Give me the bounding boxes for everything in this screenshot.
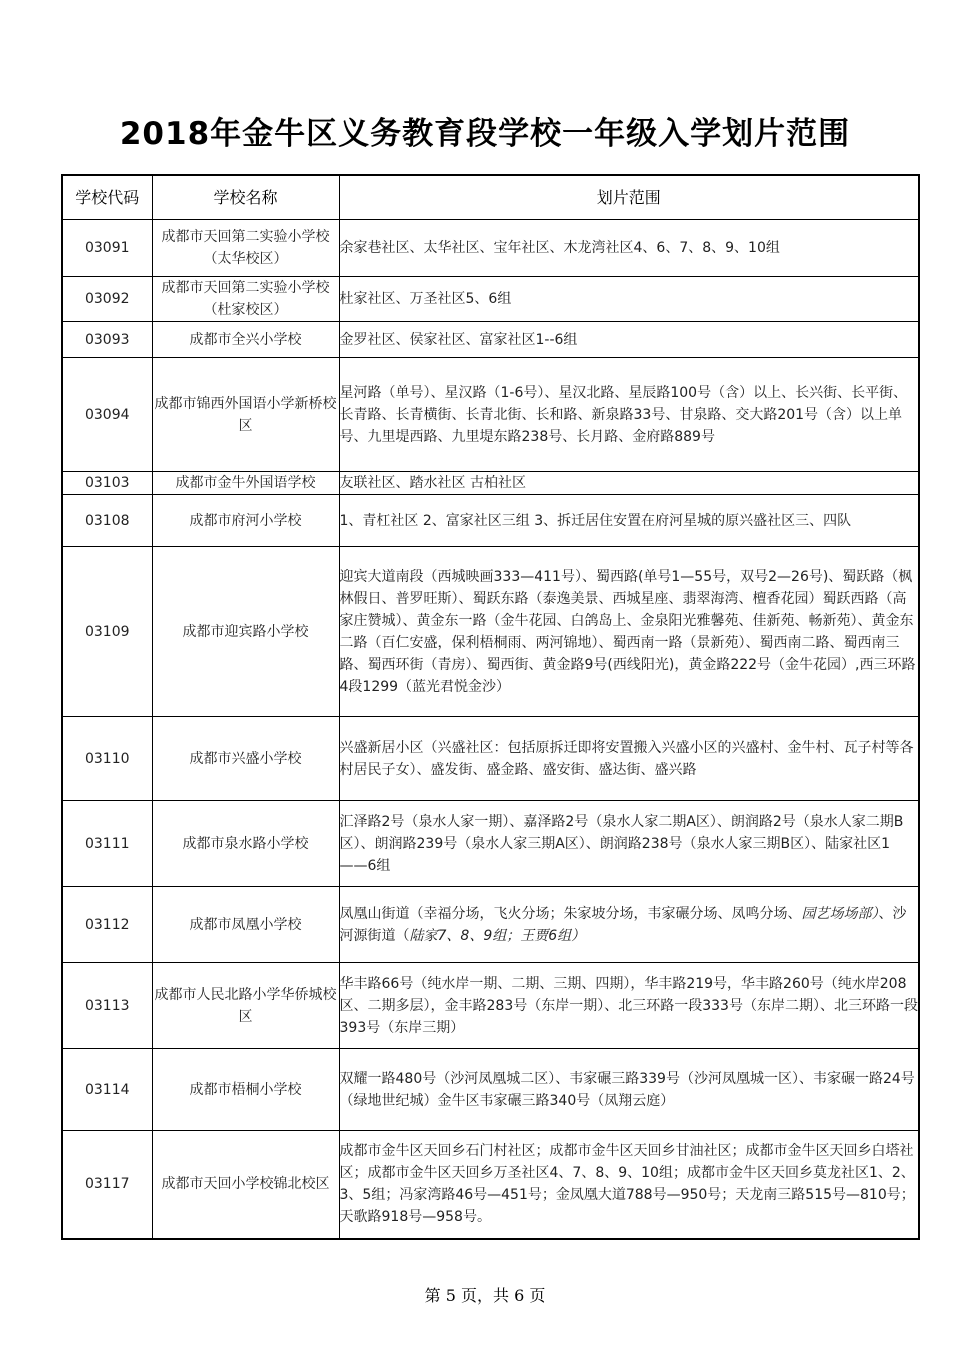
school-name: 成都市泉水路小学校 xyxy=(152,801,339,887)
table-row xyxy=(62,277,919,322)
table-row xyxy=(62,717,919,801)
table-row xyxy=(62,1131,919,1239)
school-code: 03092 xyxy=(62,277,152,322)
zone-range: 余家巷社区、太华社区、宝年社区、木龙湾社区4、6、7、8、9、10组 xyxy=(339,220,919,277)
zone-range: 成都市金牛区天回乡石门村社区；成都市金牛区天回乡甘油社区；成都市金牛区天回乡白塔社区；成都市金牛区天回乡万圣社区4、7、8、9、10组；成都市金牛区天回乡莫龙社区1、2、3、5组；冯家湾路46号—451号；金凤凰大道788号—950号；天龙南三路515号—810号；天歌路918号—958号。 xyxy=(339,1131,919,1239)
table-row xyxy=(62,547,919,717)
table-row xyxy=(62,220,919,277)
school-name: 成都市人民北路小学华侨城校区 xyxy=(152,963,339,1049)
table-row xyxy=(62,887,919,963)
school-code: 03103 xyxy=(62,472,152,495)
zone-range: 1、青杠社区 2、富家社区三组 3、拆迁居住安置在府河星城的原兴盛社区三、四队 xyxy=(339,495,919,547)
header-name: 学校名称 xyxy=(152,175,339,220)
school-code: 03112 xyxy=(62,887,152,963)
school-name: 成都市梧桐小学校 xyxy=(152,1049,339,1131)
zone-range: 汇泽路2号（泉水人家一期）、嘉泽路2号（泉水人家二期A区）、朗润路2号（泉水人家二期B区）、朗润路239号（泉水人家三期A区）、朗润路238号（泉水人家三期B区）、陆家社区1——6组 xyxy=(339,801,919,887)
table-row xyxy=(62,963,919,1049)
zone-range: 杜家社区、万圣社区5、6组 xyxy=(339,277,919,322)
school-name: 成都市兴盛小学校 xyxy=(152,717,339,801)
school-name: 成都市全兴小学校 xyxy=(152,322,339,358)
zone-range xyxy=(339,887,919,963)
school-name: 成都市天回第二实验小学校（太华校区） xyxy=(152,220,339,277)
zone-range-part: 凤凰山街道（幸福分场，飞火分场；朱家坡分场，韦家碾分场、凤鸣分场、 xyxy=(339,905,802,922)
school-code: 03117 xyxy=(62,1131,152,1239)
school-code: 03114 xyxy=(62,1049,152,1131)
header-code: 学校代码 xyxy=(62,175,152,220)
zone-range-italic-part: 园艺场场部） xyxy=(801,905,879,922)
school-code: 03091 xyxy=(62,220,152,277)
school-name: 成都市凤凰小学校 xyxy=(152,887,339,963)
table-row xyxy=(62,1049,919,1131)
zone-range: 华丰路66号（纯水岸一期、二期、三期、四期），华丰路219号，华丰路260号（纯水岸208区、二期多层），金丰路283号（东岸一期）、北三环路一段333号（东岸二期）、北三环路一段393号（东岸三期） xyxy=(339,963,919,1049)
school-code: 03108 xyxy=(62,495,152,547)
school-name: 成都市天回第二实验小学校（杜家校区） xyxy=(152,277,339,322)
zone-range-italic-part: 陆家7、8、9组；王贾6组） xyxy=(409,927,586,944)
table-row xyxy=(62,495,919,547)
table-header-row xyxy=(62,175,919,220)
school-code: 03111 xyxy=(62,801,152,887)
zone-range: 友联社区、踏水社区 古柏社区 xyxy=(339,472,919,495)
school-code: 03113 xyxy=(62,963,152,1049)
table-row xyxy=(62,322,919,358)
table-row xyxy=(62,358,919,472)
school-name: 成都市金牛外国语学校 xyxy=(152,472,339,495)
school-name: 成都市天回小学校锦北校区 xyxy=(152,1131,339,1239)
zone-range: 兴盛新居小区（兴盛社区：包括原拆迁即将安置搬入兴盛小区的兴盛村、金牛村、瓦子村等各村居民子女）、盛发街、盛金路、盛安街、盛达街、盛兴路 xyxy=(339,717,919,801)
header-range: 划片范围 xyxy=(339,175,919,220)
school-code: 03110 xyxy=(62,717,152,801)
table-row xyxy=(62,801,919,887)
zone-range: 迎宾大道南段（西城映画333—411号）、蜀西路(单号1—55号，双号2—26号)、蜀跃路（枫林假日、普罗旺斯）、蜀跃东路（泰逸美景、西城星座、翡翠海湾、檀香花园）蜀跃西路（高家庄赞城）、黄金东一路（金牛花园、白鸽岛上、金泉阳光雅馨苑、佳新苑、畅新苑）、黄金东二路（百仁安盛，保利梧桐雨、两河锦地）、蜀西南一路（景新苑）、蜀西南二路、蜀西南三路、蜀西环街（青房）、蜀西街、黄金路9号(西线阳光)，黄金路222号（金牛花园）,西三环路4段1299（蓝光君悦金沙） xyxy=(339,547,919,717)
table-row xyxy=(62,472,919,495)
school-name: 成都市府河小学校 xyxy=(152,495,339,547)
zone-range-part: 、沙河源街道（ xyxy=(339,905,907,944)
school-name: 成都市锦西外国语小学新桥校区 xyxy=(152,358,339,472)
zoning-table xyxy=(61,174,920,1240)
school-code: 03094 xyxy=(62,358,152,472)
zone-range: 金罗社区、侯家社区、富家社区1--6组 xyxy=(339,322,919,358)
school-code: 03109 xyxy=(62,547,152,717)
page-title: 2018年金牛区义务教育段学校一年级入学划片范围 xyxy=(119,116,851,152)
zone-range: 双耀一路480号（沙河凤凰城二区）、韦家碾三路339号（沙河凤凰城一区）、韦家碾一路24号（绿地世纪城）金牛区韦家碾三路340号（凤翔云庭） xyxy=(339,1049,919,1131)
page-footer: 第 5 页，共 6 页 xyxy=(424,1286,546,1305)
school-name: 成都市迎宾路小学校 xyxy=(152,547,339,717)
school-code: 03093 xyxy=(62,322,152,358)
zone-range: 星河路（单号）、星汉路（1-6号）、星汉北路、星辰路100号（含）以上、长兴街、长平街、长青路、长青横街、长青北街、长和路、新泉路33号、甘泉路、交大路201号（含）以上单号、九里堤西路、九里堤东路238号、长月路、金府路889号 xyxy=(339,358,919,472)
